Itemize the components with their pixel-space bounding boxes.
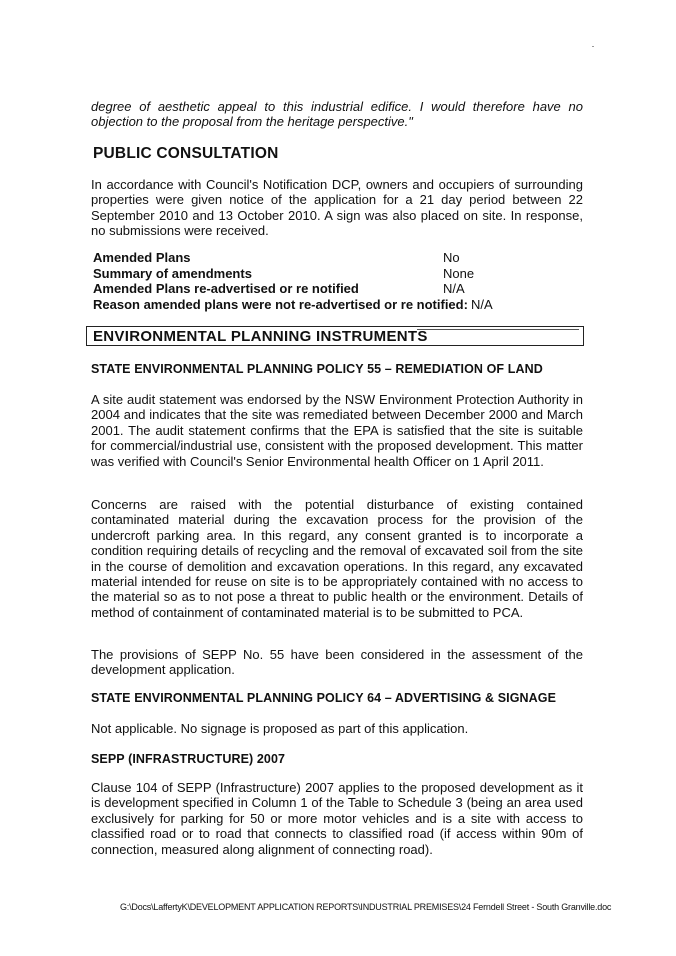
amendment-label: Reason amended plans were not re-advertised or re notified: [93,296,468,312]
public-consultation-heading: PUBLIC CONSULTATION [93,145,279,162]
sepp-infrastructure-heading: SEPP (INFRASTRUCTURE) 2007 [91,752,286,766]
sepp64-paragraph: Not applicable. No signage is proposed as part of this application. [91,721,469,736]
amendment-label: Summary of amendments [93,265,252,281]
sepp-infrastructure-paragraph: Clause 104 of SEPP (Infrastructure) 2007 applies to the proposed development as it is development specified in Column 1 of the Table to Schedule 3 (being an area used exclusively for parking for 50 or more motor vehicles and is a site with access to classified road or to road that connects to classified road (if access within 90m of connection, measured along alignment of connecting road). [91,780,583,857]
sepp55-paragraph-3: The provisions of SEPP No. 55 have been considered in the assessment of the development application. [91,647,583,678]
amendment-row [93,266,573,282]
amendment-row [93,281,573,297]
amendment-label: Amended Plans re-advertised or re notified [93,281,359,296]
amendment-label: Amended Plans [93,250,191,265]
epi-heading: ENVIRONMENTAL PLANNING INSTRUMENTS [93,328,428,345]
amendment-value: N/A [443,281,465,296]
amendments-summary [93,250,573,312]
epi-heading-box [86,326,584,346]
sepp64-heading: STATE ENVIRONMENTAL PLANNING POLICY 64 – ADVERTISING & SIGNAGE [91,691,557,705]
heritage-quote-continuation: degree of aesthetic appeal to this industrial edifice. I would therefore have no objection to the proposal from the heritage perspective." [91,99,583,130]
amendment-value: N/A [470,296,493,312]
sepp55-paragraph-1: A site audit statement was endorsed by the NSW Environment Protection Authority in 2004 and indicates that the site was remediated between December 2000 and March 2001. The audit statement confirms that the EPA is satisfied that the site is suitable for commercial/industrial use, consistent with the proposed development. This matter was verified with Council's Senior Environmental health Officer on 1 April 2011. [91,392,583,469]
sepp55-paragraph-2: Concerns are raised with the potential disturbance of existing contained contaminated material during the excavation process for the provision of the undercroft parking area. In this regard, any consent granted is to incorporate a condition requiring details of recycling and the removal of excavated soil from the site in the course of demolition and excavation operations. In this regard, any excavated material intended for reuse on site is to be appropriately contained with no access to the material so as to not pose a threat to public health or the environment. Details of method of containment of contaminated material is to be submitted to PCA. [91,497,583,620]
amendment-value: None [443,265,475,281]
amendment-row [93,297,573,313]
sepp55-heading: STATE ENVIRONMENTAL PLANNING POLICY 55 – REMEDIATION OF LAND [91,362,543,376]
heading-rule [417,329,579,330]
public-consultation-body: In accordance with Council's Notification DCP, owners and occupiers of surrounding properties were given notice of the application for a 21 day period between 22 September 2010 and 13 October 2010. A sign was also placed on site. In response, no submissions were received. [91,177,583,239]
scan-speck [592,46,594,47]
amendment-row [93,250,573,266]
amendment-value: No [443,250,460,265]
footer-file-path: G:\Docs\LaffertyK\DEVELOPMENT APPLICATION REPORTS\INDUSTRIAL PREMISES\24 Ferndell Street - South Granville.doc [120,902,612,912]
